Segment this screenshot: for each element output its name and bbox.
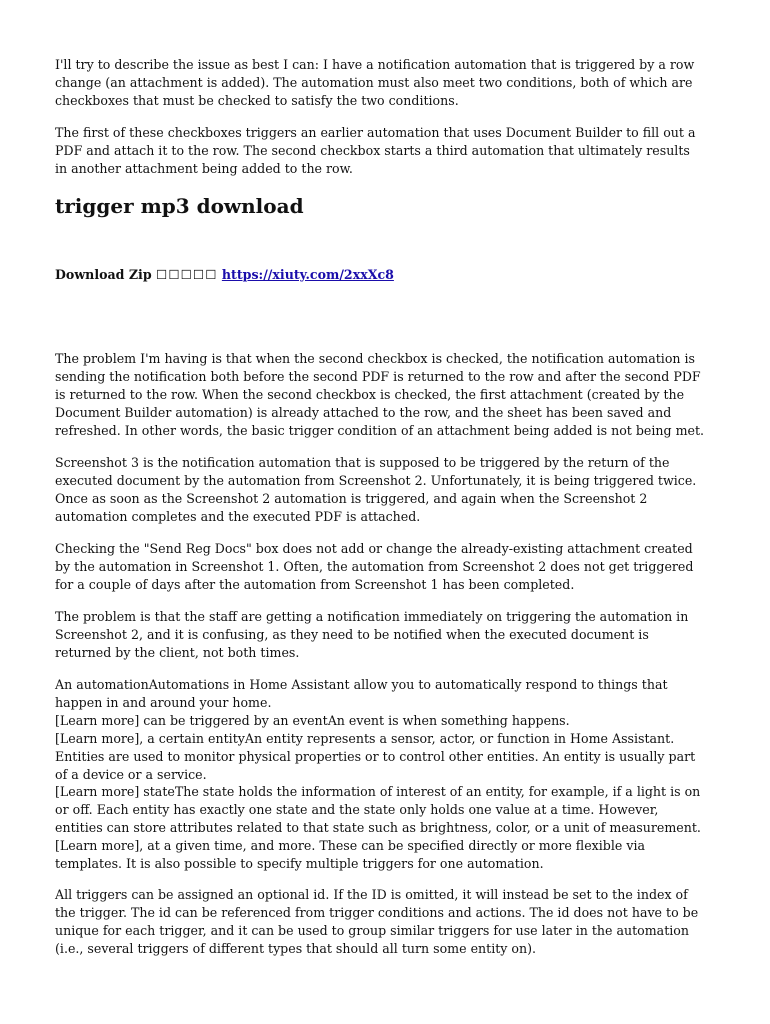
download-link[interactable]: https://xiuty.com/2xxXc8 bbox=[221, 267, 394, 282]
download-label: Download Zip bbox=[55, 267, 152, 282]
text-line: entities can store attributes related to that state such as brightness, color, or a unit of measurement. bbox=[55, 820, 701, 836]
text-line: PDF and attach it to the row. The second checkbox starts a third automation that ultimately results bbox=[55, 142, 690, 158]
text-line: All triggers can be assigned an optional id. If the ID is omitted, it will instead be set to the index of bbox=[55, 887, 688, 902]
text-line: (i.e., several triggers of different types that should all turn some entity on). bbox=[55, 940, 537, 956]
text-line: [Learn more] can be triggered by an eventAn event is when something happens. bbox=[55, 712, 570, 728]
paragraph-intro-1 bbox=[55, 56, 720, 110]
text-line: change (an attachment is added). The automation must also meet two conditions, both of which are bbox=[55, 74, 693, 90]
text-line: by the automation in Screenshot 1. Often, the automation from Screenshot 2 does not get triggered bbox=[55, 558, 694, 574]
text-line: or off. Each entity has exactly one state and the state only holds one value at a time. However, bbox=[55, 802, 659, 818]
text-line: in another attachment being added to the row. bbox=[55, 160, 353, 176]
text-line: executed document by the automation from Screenshot 2. Unfortunately, it is being triggered twice. bbox=[55, 472, 697, 488]
text-line: The problem is that the staff are getting a notification immediately on triggering the automation in bbox=[55, 609, 689, 624]
text-line: The problem I'm having is that when the second checkbox is checked, the notification automation is bbox=[55, 351, 695, 366]
text-line: [Learn more], a certain entityAn entity represents a sensor, actor, or function in Home Assistant. bbox=[55, 730, 675, 746]
text-line: Document Builder automation) is already attached to the row, and the sheet has been saved and bbox=[55, 404, 672, 420]
text-line: unique for each trigger, and it can be used to group similar triggers for use later in the automation bbox=[55, 922, 689, 938]
paragraph-trigger-ids bbox=[55, 886, 720, 958]
text-line: The first of these checkboxes triggers an earlier automation that uses Document Builder to fill out a bbox=[55, 125, 696, 140]
text-line: of a device or a service. bbox=[55, 766, 207, 782]
text-line: Entities are used to monitor physical properties or to control other entities. An entity is usually part bbox=[55, 748, 696, 764]
text-line: Checking the "Send Reg Docs" box does not add or change the already-existing attachment created bbox=[55, 541, 693, 556]
text-line: Screenshot 2, and it is confusing, as they need to be notified when the executed document is bbox=[55, 626, 649, 642]
paragraph-intro-2 bbox=[55, 124, 720, 178]
paragraph-checking bbox=[55, 540, 720, 594]
text-line: automation completes and the executed PDF is attached. bbox=[55, 508, 421, 524]
download-line bbox=[55, 266, 394, 284]
text-line: I'll try to describe the issue as best I can: I have a notification automation that is triggered by a row bbox=[55, 57, 695, 72]
text-line: is returned to the row. When the second checkbox is checked, the first attachment (created by the bbox=[55, 386, 685, 402]
text-line: returned by the client, not both times. bbox=[55, 644, 300, 660]
text-line: Screenshot 3 is the notification automation that is supposed to be triggered by the return of the bbox=[55, 455, 670, 470]
text-line: sending the notification both before the second PDF is returned to the row and after the second PDF bbox=[55, 368, 701, 384]
text-line: [Learn more], at a given time, and more. These can be specified directly or more flexible via bbox=[55, 838, 645, 854]
page-heading: trigger mp3 download bbox=[55, 194, 304, 218]
paragraph-staff bbox=[55, 608, 720, 662]
text-line: templates. It is also possible to specify multiple triggers for one automation. bbox=[55, 856, 544, 872]
paragraph-automation bbox=[55, 676, 720, 873]
paragraph-screenshot-3 bbox=[55, 454, 720, 526]
text-line: the trigger. The id can be referenced from trigger conditions and actions. The id does not have to be bbox=[55, 904, 699, 920]
text-line: checkboxes that must be checked to satisfy the two conditions. bbox=[55, 92, 459, 108]
text-line: An automationAutomations in Home Assistant allow you to automatically respond to things that bbox=[55, 677, 668, 692]
text-line: Once as soon as the Screenshot 2 automation is triggered, and again when the Screenshot 2 bbox=[55, 490, 648, 506]
text-line: happen in and around your home. bbox=[55, 694, 272, 710]
text-line: [Learn more] stateThe state holds the information of interest of an entity, for example, if a light is on bbox=[55, 784, 701, 800]
paragraph-problem bbox=[55, 350, 720, 440]
text-line: for a couple of days after the automation from Screenshot 1 has been completed. bbox=[55, 576, 575, 592]
text-line: refreshed. In other words, the basic trigger condition of an attachment being added is not being met. bbox=[55, 422, 705, 438]
placeholder-glyphs: ☐☐☐☐☐ bbox=[156, 267, 218, 282]
